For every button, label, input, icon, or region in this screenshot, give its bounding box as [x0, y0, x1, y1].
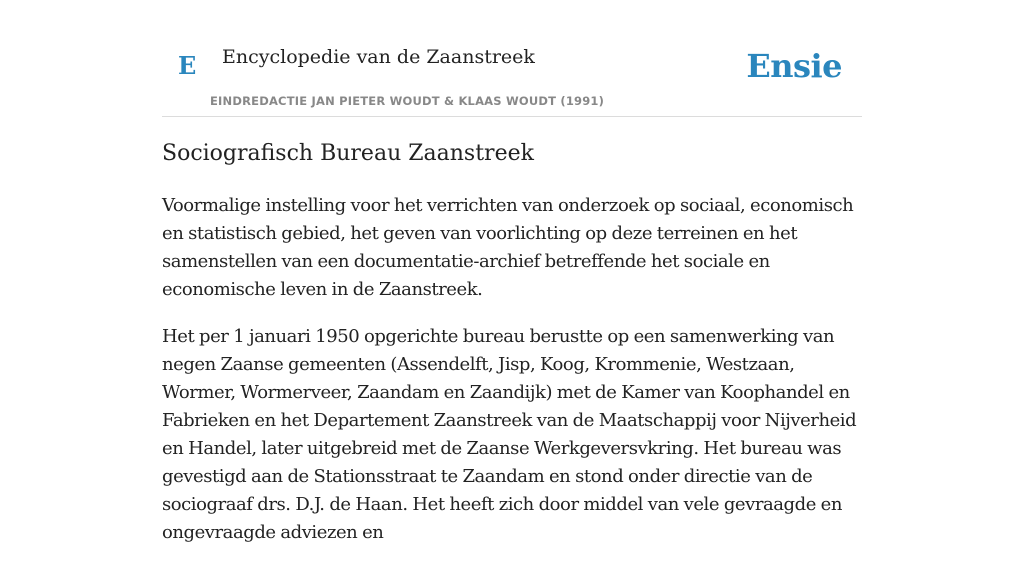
site-header [162, 36, 862, 117]
editors-credit: EINDREDACTIE JAN PIETER WOUDT & KLAAS WOUDT (1991) [210, 94, 605, 108]
article-title: Sociografisch Bureau Zaanstreek [162, 141, 534, 166]
article-paragraph: Voormalige instelling voor het verrichten van onderzoek op sociaal, economisch en statistisch gebied, het geven van voorlichting op deze terreinen en het samenstellen van een documentatie-archief betreffende het sociale en economische leven in de Zaanstreek. [162, 195, 854, 300]
article-paragraph: Het per 1 januari 1950 opgerichte bureau berustte op een samenwerking van negen Zaanse gemeenten (Assendelft, Jisp, Koog, Krommenie, Westzaan, Wormer, Wormerveer, Zaandam en Zaandijk) met de Kamer van Koophandel en Fabrieken en het Departement Zaanstreek van de Maatschappij voor Nijverheid en Handel, later uitgebreid met de Zaanse Werkgeversvkring. Het bureau was gevestigd aan de Stationsstraat te Zaandam en stond onder directie van de sociograaf drs. D.J. de Haan. Het heeft zich door middel van vele gevraagde en ongevraagde adviezen en [162, 326, 857, 543]
ensie-brand-link[interactable]: Ensie [746, 47, 842, 85]
article-body [162, 192, 867, 566]
book-title-link[interactable]: Encyclopedie van de Zaanstreek [222, 46, 535, 68]
ensie-logo-icon[interactable]: E [178, 51, 197, 80]
